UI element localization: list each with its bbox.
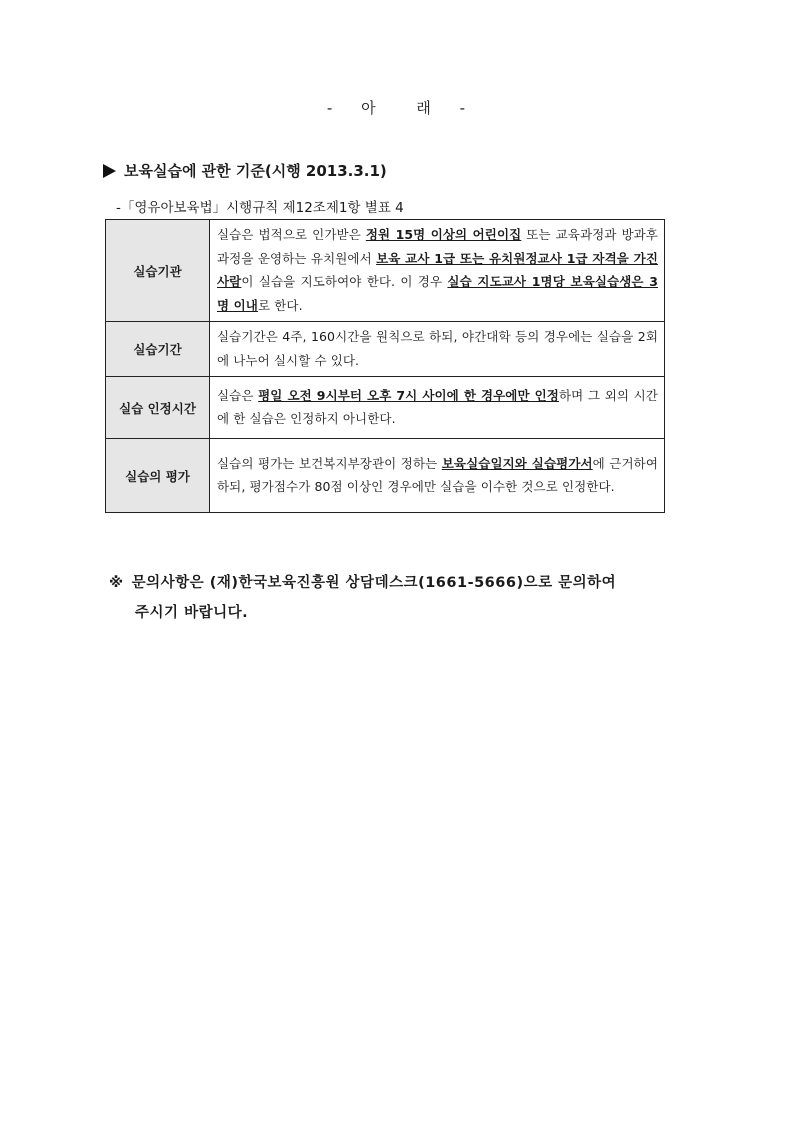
content-text: 실습의 평가는 보건복지부장관이 정하는 <box>217 455 442 471</box>
heading-dash-left: - <box>326 99 335 117</box>
criteria-row <box>106 322 665 377</box>
criteria-label: 실습의 평가 <box>106 439 210 513</box>
emphasized-text: 평일 오전 9시부터 오후 7시 사이에 한 경우에만 인정 <box>258 387 559 403</box>
criteria-content <box>210 220 665 322</box>
content-text: 하며 그 외의 시간에 한 실습은 인정하지 아니한다. <box>217 387 658 426</box>
content-text: 실습은 법적으로 인가받은 <box>217 227 366 242</box>
notice-heading <box>0 97 794 118</box>
heading-char-1: 아 <box>361 99 378 117</box>
criteria-content <box>210 322 665 377</box>
criteria-row <box>106 377 665 439</box>
content-text: 또는 교육과정과 방과후 과정을 운영하는 유치원에서 <box>217 227 658 266</box>
heading-dash-right: - <box>459 99 468 117</box>
content-text: 실습기간은 4주, 160시간을 원칙으로 하되, 야간대학 등의 경우에는 실습을 2회에 나누어 실시할 수 있다. <box>217 329 658 368</box>
criteria-label: 실습 인정시간 <box>106 377 210 439</box>
emphasized-text: 실습 지도교사 1명당 보육실습생은 3명 이내 <box>217 274 658 313</box>
criteria-content <box>210 439 665 513</box>
emphasized-text: 보육실습일지와 실습평가서 <box>441 455 593 471</box>
triangle-bullet-icon <box>103 164 116 178</box>
criteria-table-body <box>106 220 665 513</box>
content-text: 이 실습을 지도하여야 한다. 이 경우 <box>241 274 448 289</box>
criteria-label: 실습기관 <box>106 220 210 322</box>
criteria-label: 실습기간 <box>106 322 210 377</box>
notice-line-2: 주시기 바랍니다. <box>135 605 249 621</box>
content-text: 에 근거하여 하되, 평가점수가 80점 이상인 경우에만 실습을 이수한 것으로 인정한다. <box>217 455 658 494</box>
section-title-text: 보육실습에 관한 기준(시행 2013.3.1) <box>124 162 387 180</box>
source-reference: -「영유아보육법」시행규칙 제12조제1항 별표 4 <box>116 200 404 216</box>
content-text: 실습은 <box>217 387 259 403</box>
criteria-row <box>106 439 665 513</box>
criteria-content <box>210 377 665 439</box>
emphasized-text: 정원 15명 이상의 어린이집 <box>365 227 522 242</box>
emphasized-text: 보육 교사 1급 또는 유치원정교사 1급 자격을 가진 사람 <box>217 250 658 289</box>
notice-line-1: 문의사항은 (재)한국보육진흥원 상담데스크(1661-5666)으로 문의하여 <box>131 575 617 591</box>
contact-notice <box>109 568 669 628</box>
section-title <box>103 160 387 181</box>
criteria-table <box>105 219 665 513</box>
content-text: 로 한다. <box>257 297 303 313</box>
reference-mark-icon: ※ <box>109 575 124 591</box>
heading-char-2: 래 <box>416 99 433 117</box>
criteria-row <box>106 220 665 322</box>
